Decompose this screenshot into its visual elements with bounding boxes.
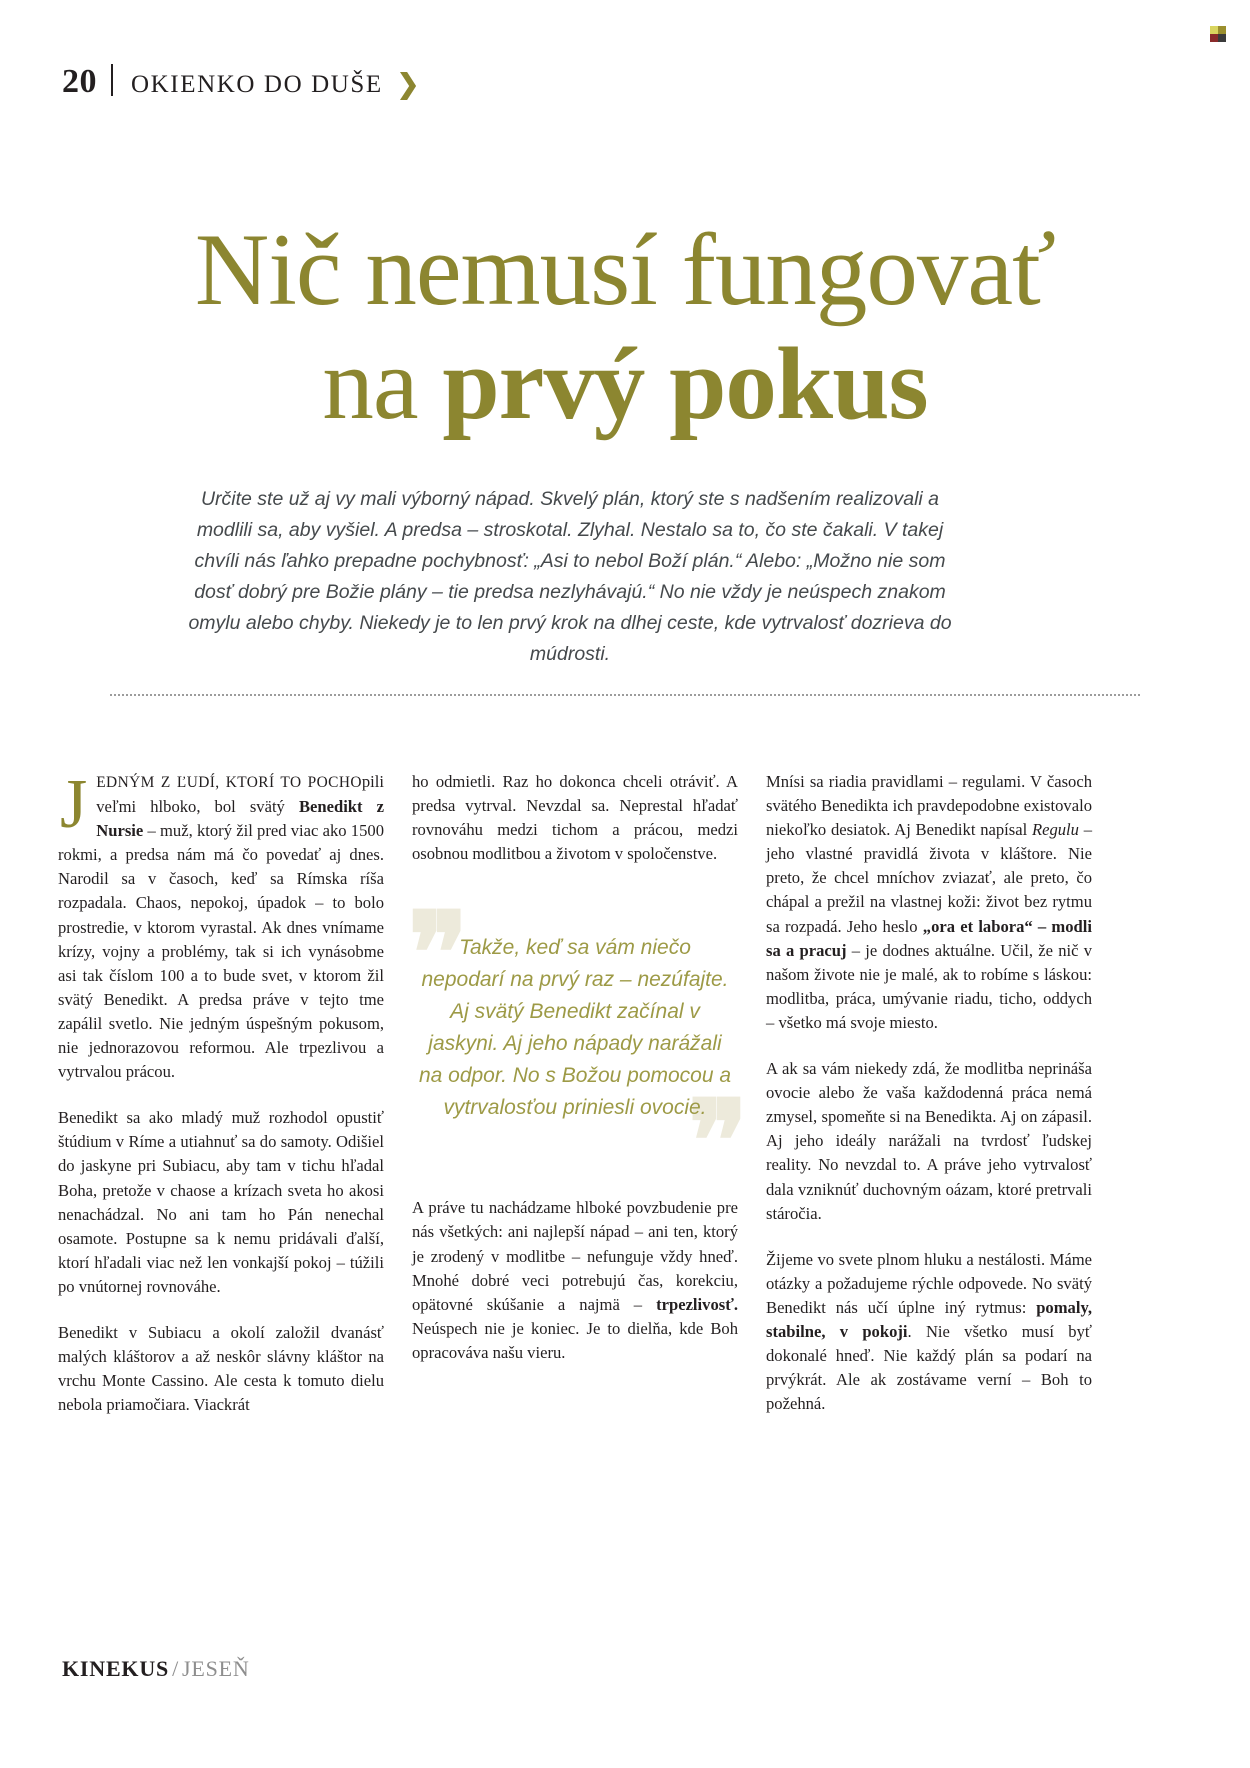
paragraph (766, 770, 1092, 1035)
text-bold: „ora et labora“ – modli sa a pracuj (766, 916, 1092, 960)
page-title (70, 213, 1180, 441)
footer-issue: JESEŇ (182, 1656, 250, 1681)
registration-swatch (1210, 34, 1218, 42)
quote-mark-open-icon: ❞ (408, 891, 465, 1017)
headline-line-2-bold: prvý pokus (442, 326, 928, 441)
running-head (62, 60, 419, 99)
paragraph: ho odmietli. Raz ho dokonca chceli otráviť. A predsa vytrval. Nevzdal sa. Neprestal hľadať rovnováhu medzi tichom a prácou, medzi osobnou modlitbou a životom v spoločenstve. (412, 772, 738, 864)
text-run: Neúspech nie je koniec. Je to dielňa, kde Boh opracováva našu vieru. (412, 1318, 738, 1362)
text-bold: trpezlivosť. (656, 1294, 738, 1314)
lead-small-caps: EDNÝM Z ĽUDÍ, KTORÍ TO POCHO (96, 774, 362, 791)
headline-line-2 (70, 326, 1180, 441)
text-run: Mnísi sa riadia pravidlami – regulami. V časoch svätého Benedikta ich pravdepodobne existovalo niekoľko desiatok. Aj Benedikt napísal (766, 772, 1092, 840)
column-1 (58, 766, 384, 1417)
registration-swatch (1218, 26, 1226, 34)
headline-line-1: Nič nemusí fungovať (194, 213, 1056, 328)
pull-quote (408, 891, 744, 1205)
text-bold: Benedikt z Nursie (96, 797, 384, 841)
text-run: – je dodnes aktuálne. Učil, že nič v našom živote nie je malé, ak to robíme s láskou: modlitba, práca, umývanie riadu, ticho, oddych – všetko má svoje miesto. (766, 940, 1093, 1032)
footer (62, 1656, 250, 1682)
quote-mark-close-icon: ❞ (687, 1079, 744, 1205)
paragraph: Benedikt v Subiacu a okolí založil dvanásť malých kláštorov a až neskôr slávny kláštor na vrchu Monte Cassino. Ale cesta k tomuto dielu nebola priamočiara. Viackrát (58, 1322, 384, 1415)
text-italic: Regulu (1031, 820, 1079, 840)
text-run: – muž, ktorý žil pred viac ako 1500 rokmi, a predsa nám má čo povedať aj dnes. Narodil sa v časoch, keď sa Rímska ríša rozpadala. Chaos, nepokoj, úpadok – to bolo prostredie, v ktorom vyrastal. Ak dnes vnímame krízy, vojny a problémy, tak si ich vynásobme asi tak číslom 100 a to bude svet, v ktorom žil svätý Benedikt. A predsa práve v tejto tme zapálil svetlo. Nie jedným úspešným pokusom, nie jednorazovou reformou. Ale trpezlivou a vytrvalou prácou. (58, 821, 384, 1082)
section-title: OKIENKO DO DUŠE (131, 71, 383, 98)
text-bold: pomaly, stabilne, v pokoji (766, 1297, 1092, 1341)
registration-mark-icon (1210, 26, 1226, 42)
registration-swatch (1210, 26, 1218, 34)
page-number: 20 (62, 63, 97, 100)
column-2 (408, 770, 744, 1417)
text-run: – jeho vlastné pravidlá života v kláštore. Nie preto, že chcel mníchov zviazať, ale preto, čo chápal a prežil na vlastnej koži: život bez rytmu sa rozpadá. Jeho heslo (766, 820, 1092, 936)
text-run: A práve tu nachádzame hlboké povzbudenie pre nás všetkých: ani najlepší nápad – ani ten, ktorý je zrodený v modlitbe – nefunguje vždy hneď. Mnohé dobré veci potrebujú čas, korekciu, opätovné skúšanie a najmä – (412, 1198, 738, 1314)
paragraph (58, 766, 384, 1084)
text-run: pili veľmi hlboko, bol svätý (96, 772, 384, 817)
pull-quote-text: Takže, keď sa vám niečo nepodarí na prvý raz – nezúfajte. Aj svätý Benedikt začínal v jaskyni. Aj jeho nápady narážali na odpor. No s Božou pomocou a vytrvalosťou priniesli ovocie. (418, 936, 732, 1120)
paragraph (412, 1196, 738, 1365)
paragraph (766, 1248, 1092, 1417)
intro-paragraph: Určite ste už aj vy mali výborný nápad. Skvelý plán, ktorý ste s nadšením realizovali a modlili sa, aby vyšiel. A predsa – stroskotal. Zlyhal. Nestalo sa to, čo ste čakali. V takej chvíli nás ľahko prepadne pochybnosť: „Asi to nebol Boží plán.“ Alebo: „Možno nie som dosť dobrý pre Božie plány – tie predsa nezlyhávajú.“ No nie vždy je neúspech znakom omylu alebo chyby. Niekedy je to len prvý krok na dlhej ceste, kde vytrvalosť dozrieva do múdrosti. (188, 488, 952, 665)
text-run: Žijeme vo svete plnom hluku a nestálosti. Máme otázky a požadujeme rýchle odpovede. No svätý Benedikt nás učí úplne iný rytmus: (766, 1249, 1092, 1317)
chevron-right-icon: ❯ (396, 69, 420, 99)
headline-line-2-thin: na (322, 326, 443, 441)
footer-separator: / (172, 1656, 179, 1681)
paragraph: A ak sa vám niekedy zdá, že modlitba neprináša ovocie alebo že vaša každodenná práca nemá zmysel, spomeňte si na Benedikta. Aj on zápasil. Aj jeho ideály narážali na tvrdosť ľudskej reality. No nevzdal to. A práve jeho vytrvalosť dala vzniknúť duchovným oázam, ktoré pretrvali stáročia. (766, 1059, 1092, 1223)
text-run: . Nie všetko musí byť dokonalé hneď. Nie každý plán sa podarí na prvýkrát. Ale ak zostávame verní – Boh to požehná. (766, 1321, 1092, 1414)
registration-swatch (1218, 34, 1226, 42)
drop-cap: J (60, 766, 88, 843)
column-3 (766, 770, 1092, 1417)
article-columns (58, 766, 1192, 1417)
footer-brand: KINEKUS (62, 1656, 170, 1681)
dotted-divider (110, 694, 1140, 698)
folio-divider (111, 64, 113, 96)
paragraph: Benedikt sa ako mladý muž rozhodol opustiť štúdium v Ríme a utiahnuť sa do samoty. Odišiel do jaskyne pri Subiacu, aby tam v tichu hľadal Boha, pretože v chaose a krízach sveta ho akosi nenachádzal. No ani tam ho Pán nenechal osamote. Postupne sa k nemu pridávali ďalší, ktorí hľadali viac než len vonkajší pokoj – túžili po vnútornej rovnováhe. (58, 1108, 384, 1296)
